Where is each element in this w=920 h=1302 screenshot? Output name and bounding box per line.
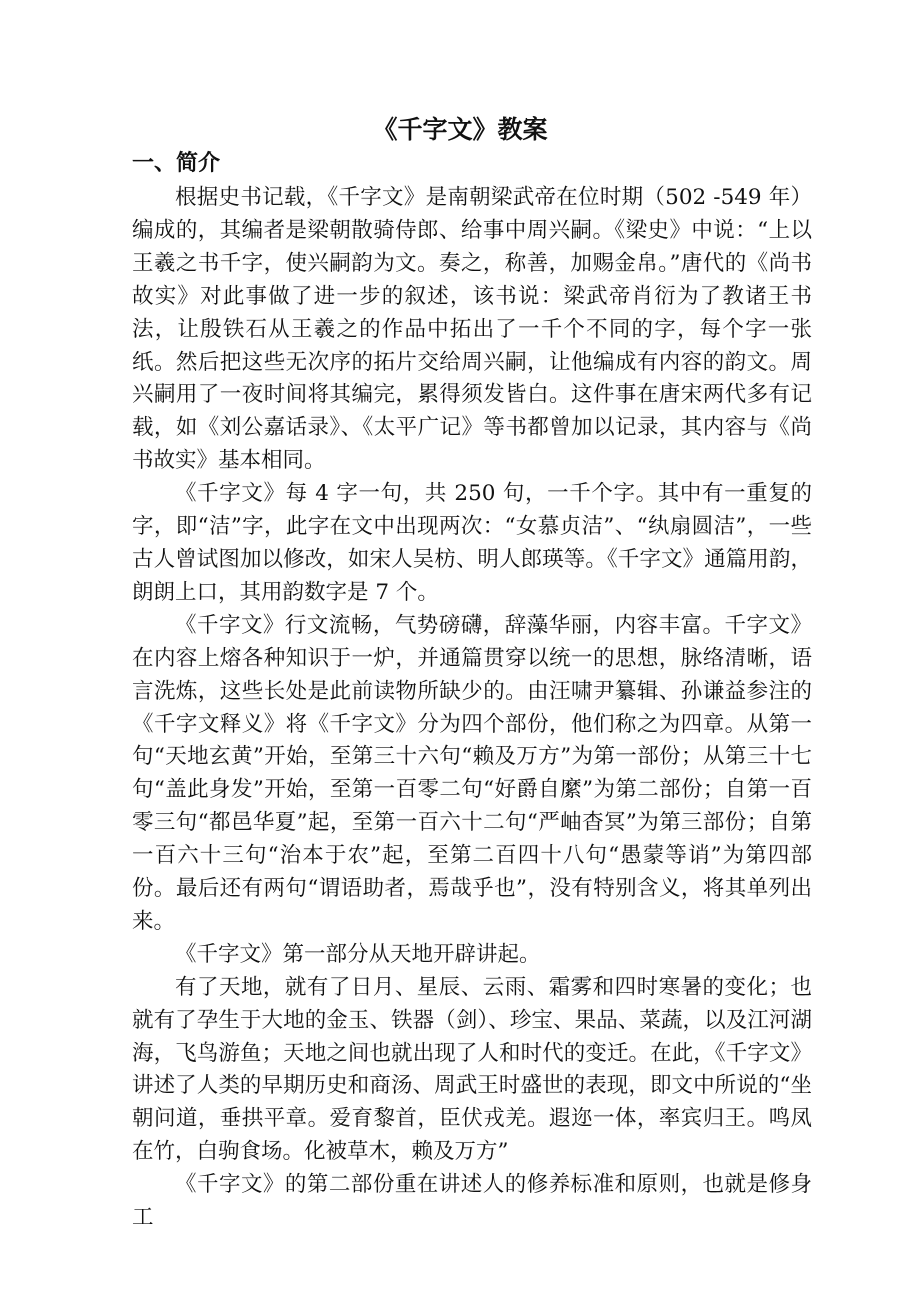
paragraph: 《千字文》每 4 字一句，共 250 句，一千个字。其中有一重复的字，即“洁”字，此字在文中出现两次：“女慕贞洁”、“纨扇圆洁”，一些古人曾试图加以修改，如宋人吴枋、明人郎瑛等。《千字文》通篇用韵，朗朗上口，其用韵数字是 7 个。 bbox=[132, 481, 812, 605]
paragraph: 有了天地，就有了日月、星辰、云雨、霜雾和四时寒暑的变化；也就有了孕生于大地的金玉、铁器（剑）、珍宝、果品、菜蔬，以及江河湖海，飞鸟游鱼；天地之间也就出现了人和时代的变迁。在此，《千字文》讲述了人类的早期历史和商汤、周武王时盛世的表现，即文中所说的“坐朝问道，垂拱平章。爱育黎首，臣伏戎羌。遐迩一体，率宾归王。鸣凤在竹，白驹食场。化被草木，赖及万方” bbox=[132, 974, 812, 1165]
paragraph: 根据史书记载，《千字文》是南朝梁武帝在位时期（502 -549 年）编成的，其编者是梁朝散骑侍郎、给事中周兴嗣。《梁史》中说：“上以王羲之书千字，使兴嗣韵为文。奏之，称善，加赐金帛。”唐代的《尚书故实》对此事做了进一步的叙述，该书说：梁武帝肖衍为了教诸王书法，让殷铁石从王羲之的作品中拓出了一千个不同的字，每个字一张纸。然后把这些无次序的拓片交给周兴嗣，让他编成有内容的韵文。周兴嗣用了一夜时间将其编完，累得须发皆白。这件事在唐宋两代多有记载，如《刘公嘉话录》、《太平广记》等书都曾加以记录，其内容与《尚书故实》基本相同。 bbox=[132, 185, 812, 474]
document-title: 《千字文》教案 bbox=[372, 115, 548, 144]
paragraph: 《千字文》的第二部份重在讲述人的修养标准和原则，也就是修身工 bbox=[132, 1172, 812, 1231]
paragraph: 《千字文》行文流畅，气势磅礴，辞藻华丽，内容丰富。千字文》在内容上熔各种知识于一炉，并通篇贯穿以统一的思想，脉络清晰，语言洗炼，这些长处是此前读物所缺少的。由汪啸尹纂辑、孙谦益参注的《千字文释义》将《千字文》分为四个部份，他们称之为四章。从第一句“天地玄黄”开始，至第三十六句“赖及万方”为第一部份；从第三十七句“盖此身发”开始，至第一百零二句“好爵自縻”为第二部份；自第一百零三句“都邑华夏”起，至第一百六十二句“严岫杳冥”为第三部份；自第一百六十三句“治本于农”起，至第二百四十八句“愚蒙等诮”为第四部份。最后还有两句“谓语助者，焉哉乎也”，没有特别含义，将其单列出来。 bbox=[132, 612, 812, 934]
section-heading: 一、简介 bbox=[132, 151, 221, 176]
paragraph: 《千字文》第一部分从天地开辟讲起。 bbox=[175, 941, 541, 967]
body-text bbox=[132, 182, 812, 1235]
